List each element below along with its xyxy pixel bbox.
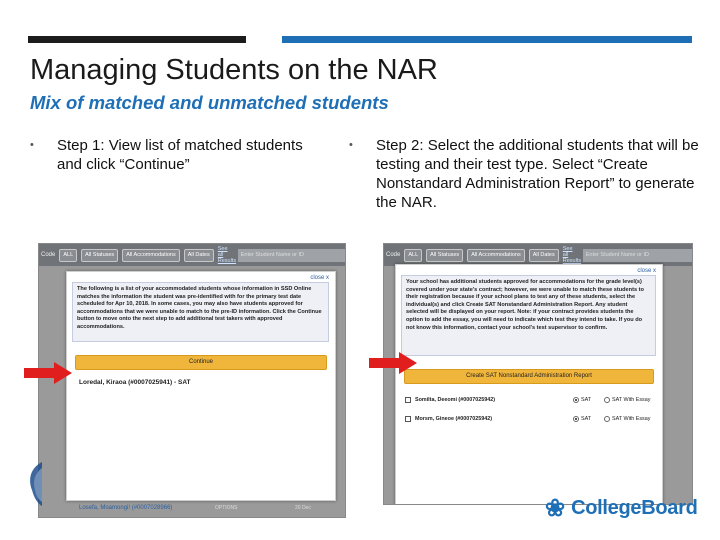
- modal-info-text: Your school has additional students approved for accommodations for the grade level(s) covered under your state's contract; however, we were unable to match these students to their registration because if your school plans to test any of these students, select the individual(s) and click Create SAT Nonstandard Administration Report. Any student selected will be displayed on your report. Note: if your contract provides students the option to add the essay, you will need to indicate which test they intend to take. If you do not know this information, contact your school's test supervisor to confirm.: [401, 275, 656, 356]
- code-select[interactable]: ALL: [59, 249, 77, 262]
- matched-students-modal: [66, 271, 336, 501]
- student-checkbox[interactable]: [405, 397, 411, 403]
- unmatched-students-modal: [395, 264, 663, 505]
- sat-radio-label: SAT: [581, 397, 592, 403]
- continue-button[interactable]: Continue: [75, 355, 327, 370]
- close-button[interactable]: close x: [310, 275, 329, 281]
- accommodation-filter[interactable]: All Accommodations: [467, 249, 525, 262]
- student-search-input[interactable]: Enter Student Name or ID: [238, 249, 345, 262]
- filter-toolbar: [384, 244, 692, 266]
- background-options[interactable]: OPTIONS: [215, 505, 238, 511]
- college-board-logo: [545, 494, 698, 522]
- date-filter[interactable]: All Dates: [184, 249, 214, 262]
- code-label: Code: [386, 252, 401, 258]
- student-row: [405, 393, 654, 410]
- background-student-name[interactable]: Losefa, Moamongi! (#0007028966): [79, 505, 173, 511]
- sat-essay-radio[interactable]: [604, 397, 610, 403]
- see-all-link[interactable]: See all Results: [217, 246, 237, 264]
- slide-subtitle: Mix of matched and unmatched students: [30, 92, 389, 113]
- seal-icon: [26, 460, 42, 508]
- bullet-marker: •: [349, 139, 353, 151]
- see-all-link[interactable]: See all Results: [562, 246, 582, 264]
- status-filter[interactable]: All Statuses: [81, 249, 118, 262]
- date-filter[interactable]: All Dates: [529, 249, 559, 262]
- student-checkbox[interactable]: [405, 416, 411, 422]
- close-button[interactable]: close x: [637, 268, 656, 274]
- top-rule-blue: [282, 36, 692, 43]
- sat-essay-radio-label: SAT With Essay: [612, 416, 651, 422]
- create-nar-button[interactable]: Create SAT Nonstandard Administration Report: [404, 369, 654, 384]
- student-search-input[interactable]: Enter Student Name or ID: [583, 249, 692, 262]
- bullet-text: Step 2: Select the additional students that will be testing and their test type. Select “Create Nonstandard Administration Report” to generate the NAR.: [376, 137, 699, 211]
- bullet-marker: •: [30, 139, 34, 151]
- student-name: Somilta, Deeomi (#0007025942): [415, 397, 496, 403]
- logo-text: CollegeBoard: [571, 497, 698, 519]
- top-rule-dark: [28, 36, 246, 43]
- background-student-row: [39, 499, 345, 517]
- screenshot-step-2: [383, 243, 693, 505]
- code-label: Code: [41, 252, 56, 258]
- screenshot-step-1: [38, 243, 346, 518]
- logo-mark-icon: ❀: [545, 494, 566, 522]
- sat-radio-label: SAT: [581, 416, 592, 422]
- status-filter[interactable]: All Statuses: [426, 249, 463, 262]
- student-name: Morsm, Gineoe (#0007025942): [415, 416, 493, 422]
- filter-toolbar: [39, 244, 345, 266]
- sat-radio[interactable]: [573, 397, 579, 403]
- matched-student-name: Loredal, Kiraoa (#0007025941) - SAT: [79, 379, 191, 386]
- right-arrow-icon: [369, 352, 417, 374]
- sat-radio[interactable]: [573, 416, 579, 422]
- student-row: [405, 412, 654, 429]
- code-select[interactable]: ALL: [404, 249, 422, 262]
- right-arrow-icon: [24, 362, 72, 384]
- bullet-text: Step 1: View list of matched students and click “Continue”: [57, 137, 303, 173]
- background-date: 20 Dec: [295, 505, 311, 511]
- sat-essay-radio-label: SAT With Essay: [612, 397, 651, 403]
- slide-title: Managing Students on the NAR: [30, 54, 438, 86]
- accommodation-filter[interactable]: All Accommodations: [122, 249, 180, 262]
- modal-info-text: The following is a list of your accommodated students whose information in SSD Online matches the information the student was pre-identified with for the primary test date scheduled for Apr 10, 2018. In some cases, you may also have students approved for accommodations that we were unable to match to the pre-ID information. Click the Continue button to move onto the next step to add additional test takers with approved accommodations.: [72, 282, 329, 342]
- sat-essay-radio[interactable]: [604, 416, 610, 422]
